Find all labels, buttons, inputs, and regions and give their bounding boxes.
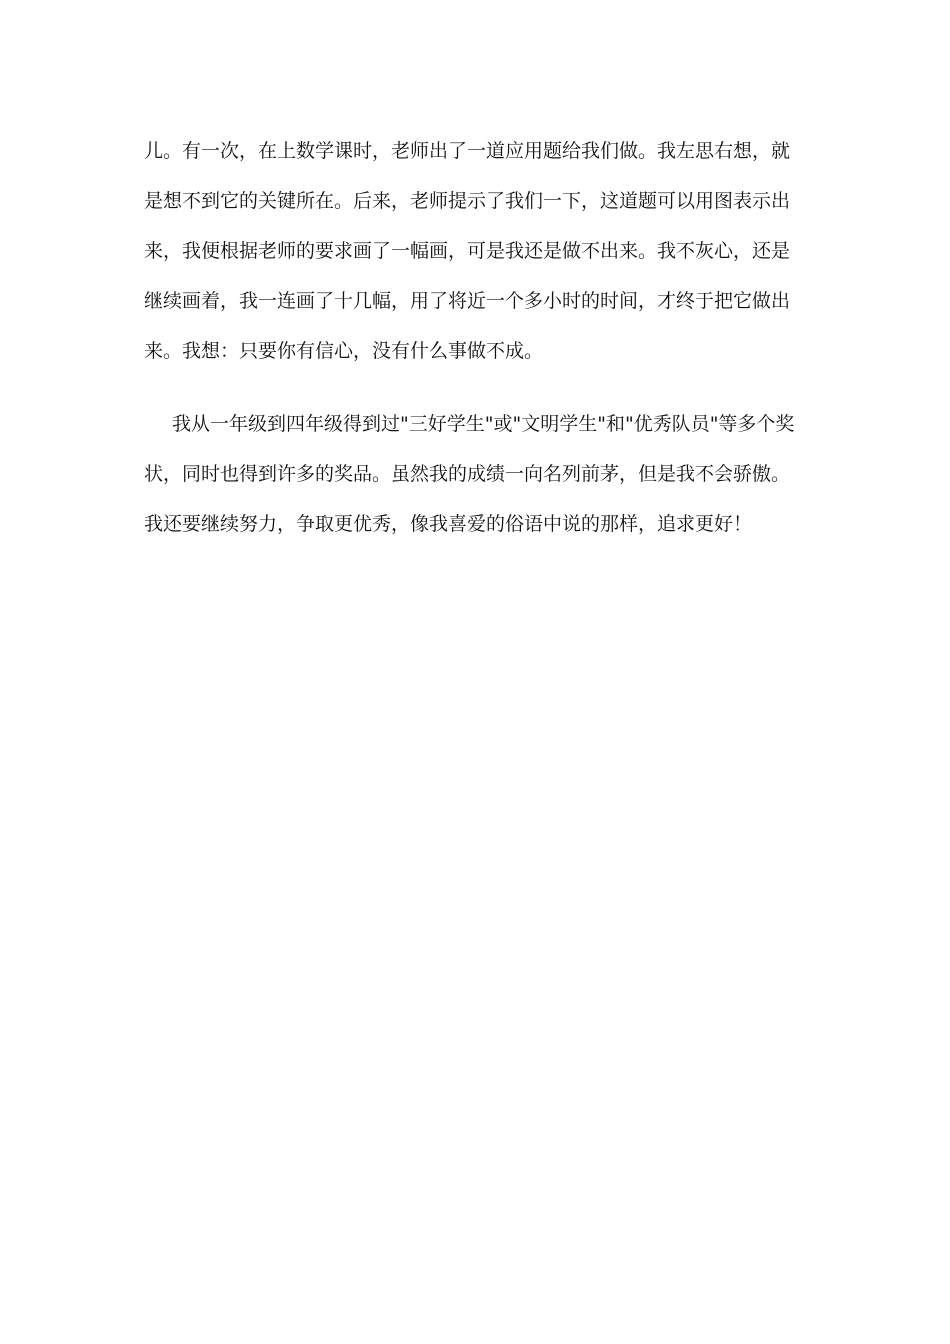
paragraph-line: 来，我便根据老师的要求画了一幅画，可是我还是做不出来。我不灰心，还是 — [144, 240, 791, 262]
paragraph-line: 状，同时也得到许多的奖品。虽然我的成绩一向名列前茅，但是我不会骄傲。 — [144, 463, 791, 485]
paragraph-line: 继续画着，我一连画了十几幅，用了将近一个多小时的时间，才终于把它做出 — [144, 290, 791, 312]
paragraph-line: 来。我想：只要你有信心，没有什么事做不成。 — [144, 340, 544, 362]
paragraph-line: 儿。有一次，在上数学课时，老师出了一道应用题给我们做。我左思右想，就 — [144, 140, 791, 162]
paragraph-line: 我从一年级到四年级得到过"三好学生"或"文明学生"和"优秀队员"等多个奖 — [172, 413, 795, 435]
paragraph-2 — [144, 399, 806, 549]
paragraph-line: 是想不到它的关键所在。后来，老师提示了我们一下，这道题可以用图表示出 — [144, 190, 791, 212]
paragraph-1 — [144, 126, 806, 376]
paragraph-line: 我还要继续努力，争取更优秀，像我喜爱的俗语中说的那样，追求更好！ — [144, 513, 753, 535]
